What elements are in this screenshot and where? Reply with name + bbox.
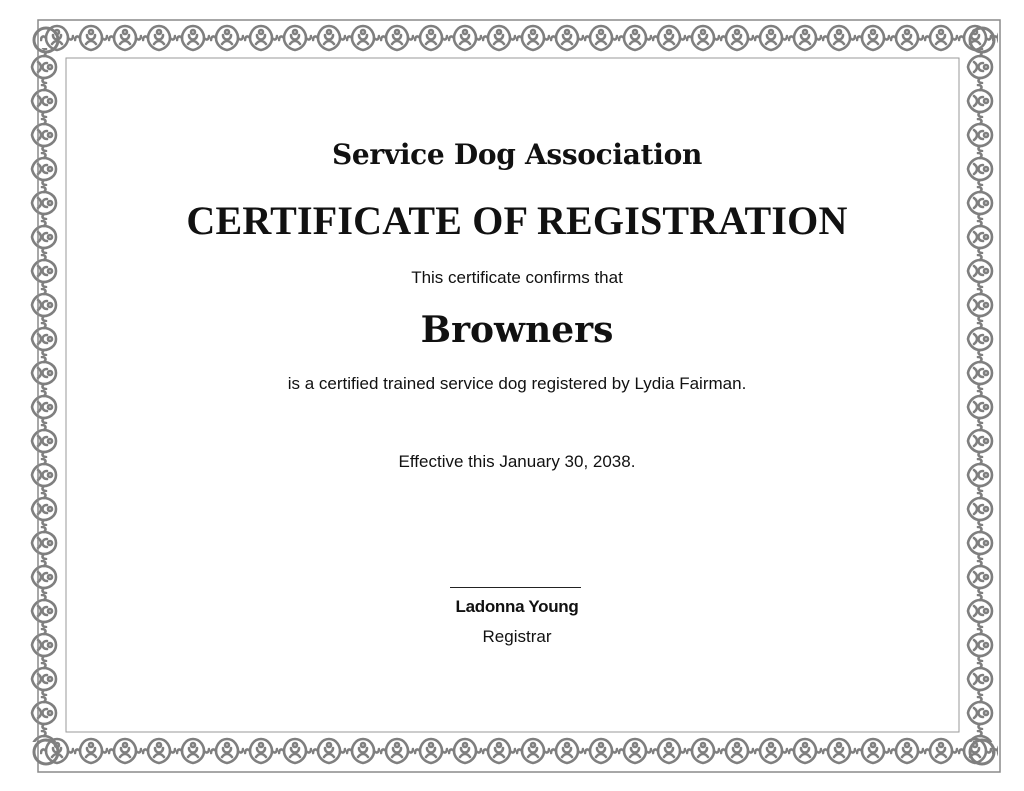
signer-name: Ladonna Young xyxy=(455,597,579,616)
effective-date: Effective this January 30, 2038. xyxy=(398,452,636,471)
signature-line xyxy=(450,587,581,588)
certificate-title: CERTIFICATE OF REGISTRATION xyxy=(186,198,848,243)
registration-statement: is a certified trained service dog registered by Lydia Fairman. xyxy=(287,374,747,393)
signer-title: Registrar xyxy=(482,627,552,646)
organization-name: Service Dog Association xyxy=(331,138,703,171)
dog-name: Browners xyxy=(420,309,614,351)
confirmation-text: This certificate confirms that xyxy=(411,268,623,287)
